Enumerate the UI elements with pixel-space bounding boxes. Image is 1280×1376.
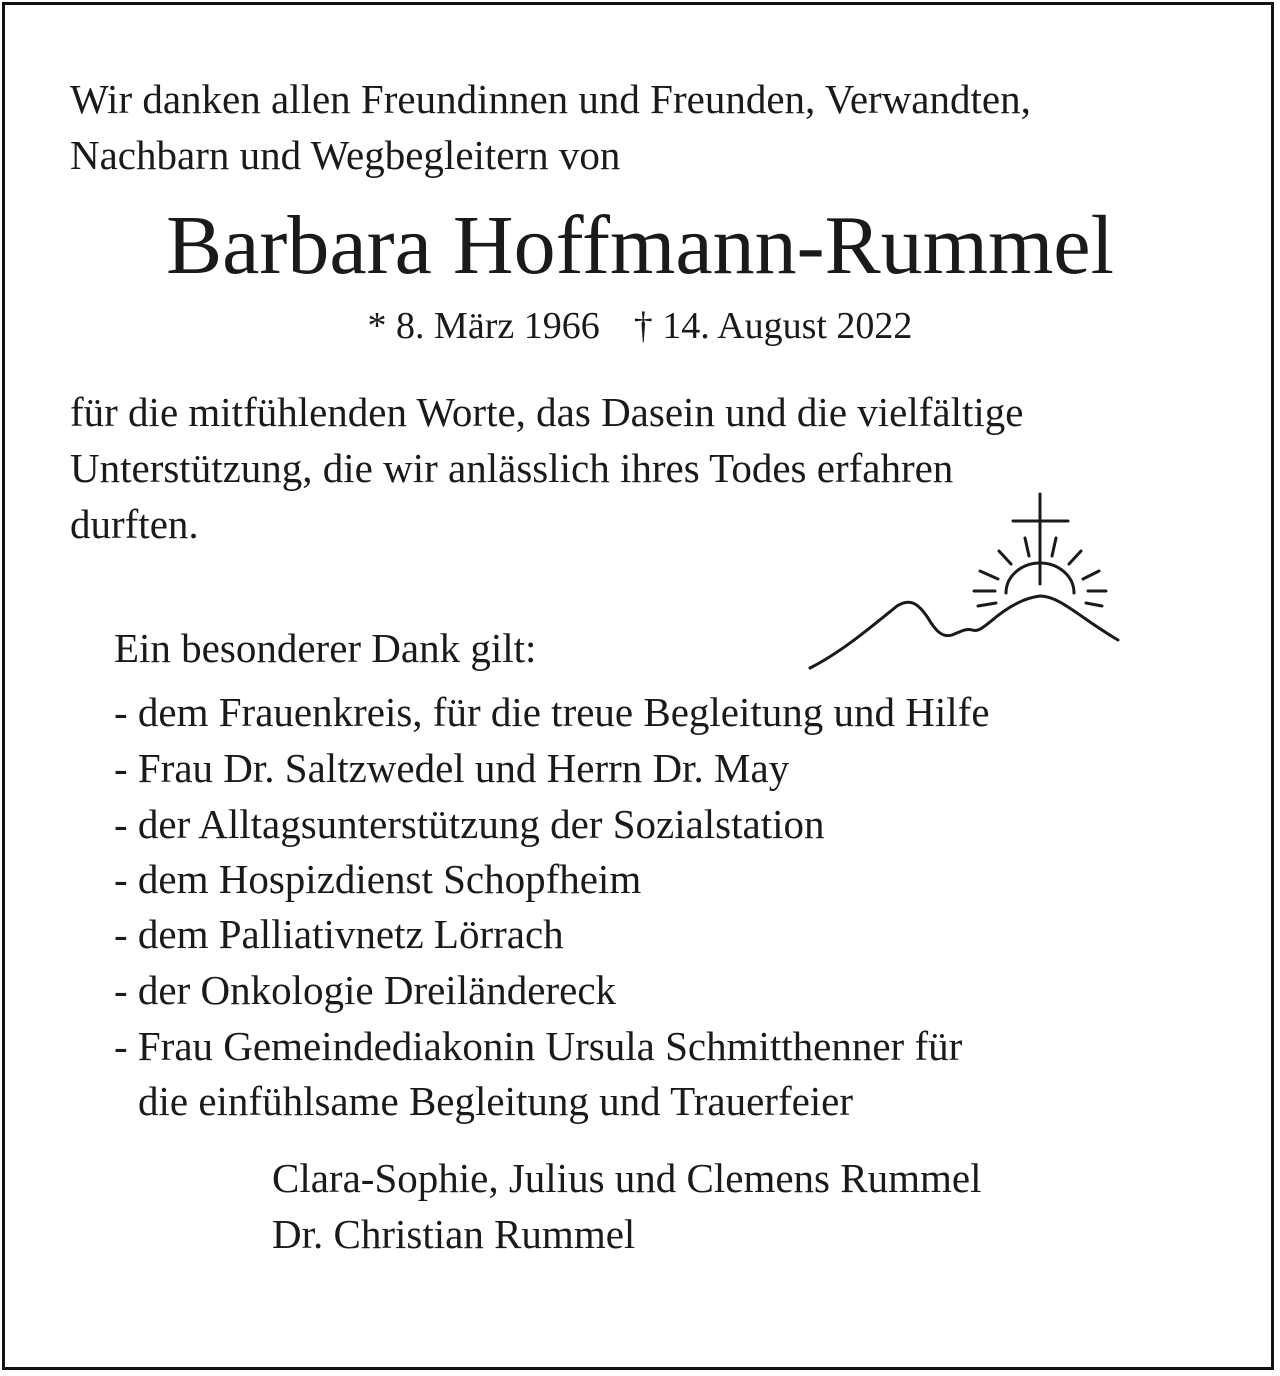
thanks-item-7: - Frau Gemeindediakonin Ursula Schmitthenner für bbox=[114, 1023, 963, 1069]
life-dates bbox=[0, 301, 1280, 351]
thanks-item-7-continuation: die einfühlsame Begleitung und Trauerfeier bbox=[138, 1078, 854, 1124]
intro-line-1: Wir danken allen Freundinnen und Freunden, Verwandten, bbox=[70, 76, 1031, 122]
intro-line-2: Nachbarn und Wegbegleitern von bbox=[70, 132, 621, 178]
thanks-item-4: - dem Hospizdienst Schopfheim bbox=[114, 856, 642, 902]
thanks-item-6: - der Onkologie Dreiländereck bbox=[114, 967, 617, 1013]
cross-sunrise-mountain-icon bbox=[800, 488, 1130, 678]
signature-line-1: Clara-Sophie, Julius und Clemens Rummel bbox=[272, 1155, 982, 1201]
thanks-heading: Ein besonderer Dank gilt: bbox=[114, 625, 537, 671]
thanks-item-5: - dem Palliativnetz Lörrach bbox=[114, 911, 564, 957]
thanks-item-3: - der Alltagsunterstützung der Sozialstation bbox=[114, 801, 825, 847]
body-line-1: für die mitfühlenden Worte, das Dasein und die vielfältige bbox=[70, 389, 1024, 435]
body-line-2: Unterstützung, die wir anlässlich ihres Todes erfahren bbox=[70, 445, 954, 491]
death-date: † 14. August 2022 bbox=[633, 305, 913, 347]
deceased-name: Barbara Hoffmann-Rummel bbox=[166, 199, 1114, 292]
birth-date: * 8. März 1966 bbox=[367, 305, 600, 347]
body-line-3: durften. bbox=[70, 501, 199, 547]
thanks-item-1: - dem Frauenkreis, für die treue Begleitung und Hilfe bbox=[114, 689, 990, 735]
signature-line-2: Dr. Christian Rummel bbox=[272, 1211, 636, 1257]
thanks-item-2: - Frau Dr. Saltzwedel und Herrn Dr. May bbox=[114, 745, 790, 791]
